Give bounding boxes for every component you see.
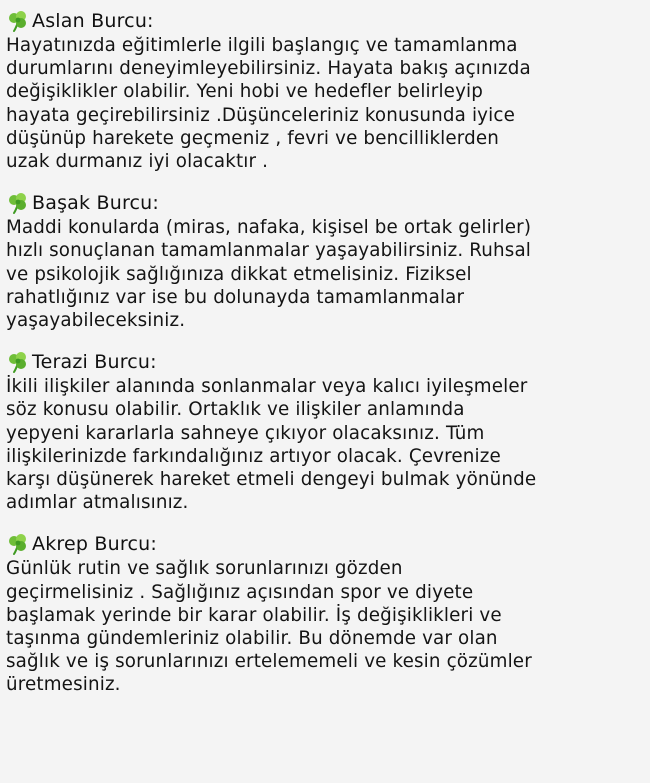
text-line: hızlı sonuçlanan tamamlanmalar yaşayabilirsiniz. Ruhsal	[6, 240, 532, 262]
terazi-heading	[6, 349, 642, 375]
text-line: sağlık ve iş sorunlarınızı ertelememeli ve kesin çözümler	[6, 651, 532, 673]
basak-title: Başak Burcu:	[32, 192, 160, 215]
text-line: Maddi konularda (miras, nafaka, kişisel be ortak gelirler)	[6, 217, 532, 239]
text-line: karşı düşünerek hareket etmeli dengeyi bulmak yönünde	[6, 469, 537, 491]
akrep-title: Akrep Burcu:	[32, 533, 157, 556]
text-line: yaşayabileceksiniz.	[6, 310, 186, 332]
terazi-section	[6, 349, 642, 514]
shamrock-icon	[6, 191, 30, 215]
basak-heading	[6, 190, 642, 216]
text-line: Hayatınızda eğitimlerle ilgili başlangıç ve tamamlanma	[6, 35, 518, 56]
terazi-body	[6, 375, 642, 514]
text-line: adımlar atmalısınız.	[6, 492, 189, 514]
aslan-heading	[6, 8, 642, 34]
text-line: ilişkilerinizde farkındalığınız artıyor olacak. Çevrenize	[6, 445, 501, 467]
akrep-body	[6, 557, 642, 696]
text-line: geçirmelisiniz . Sağlığınız açısından spor ve diyete	[6, 581, 474, 603]
akrep-heading	[6, 531, 642, 557]
text-line: değişiklikler olabilir. Yeni hobi ve hedefler belirleyip	[6, 81, 484, 103]
aslan-section	[6, 8, 642, 173]
text-line: yepyeni kararlarla sahneye çıkıyor olacaksınız. Tüm	[6, 422, 485, 444]
text-line: durumlarını deneyimleyebilirsiniz. Hayata bakış açınızda	[6, 58, 531, 80]
text-line: ve psikolojik sağlığınıza dikkat etmelisiniz. Fiziksel	[6, 263, 472, 285]
akrep-section	[6, 531, 642, 696]
text-line: Günlük rutin ve sağlık sorunlarınızı gözden	[6, 558, 403, 580]
basak-section	[6, 190, 642, 332]
text-line: taşınma gündemleriniz olabilir. Bu dönemde var olan	[6, 628, 498, 650]
shamrock-icon	[6, 9, 30, 33]
shamrock-icon	[6, 532, 30, 556]
aslan-title: Aslan Burcu:	[32, 10, 154, 32]
aslan-body	[6, 34, 642, 173]
text-line: başlamak yerinde bir karar olabilir. İş değişiklikleri ve	[6, 604, 502, 626]
terazi-title: Terazi Burcu:	[32, 351, 157, 374]
text-line: İkili ilişkiler alanında sonlanmalar veya kalıcı iyileşmeler	[6, 376, 528, 398]
basak-body	[6, 216, 642, 332]
text-line: hayata geçirebilirsiniz .Düşünceleriniz konusunda iyice	[6, 104, 515, 126]
shamrock-icon	[6, 350, 30, 374]
text-line: söz konusu olabilir. Ortaklık ve ilişkiler anlamında	[6, 399, 465, 421]
text-line: düşünüp harekete geçmeniz , fevri ve bencilliklerden	[6, 127, 500, 149]
text-line: üretmesiniz.	[6, 674, 121, 696]
text-line: uzak durmanız iyi olacaktır .	[6, 151, 269, 173]
text-line: rahatlığınız var ise bu dolunayda tamamlanmalar	[6, 286, 465, 308]
